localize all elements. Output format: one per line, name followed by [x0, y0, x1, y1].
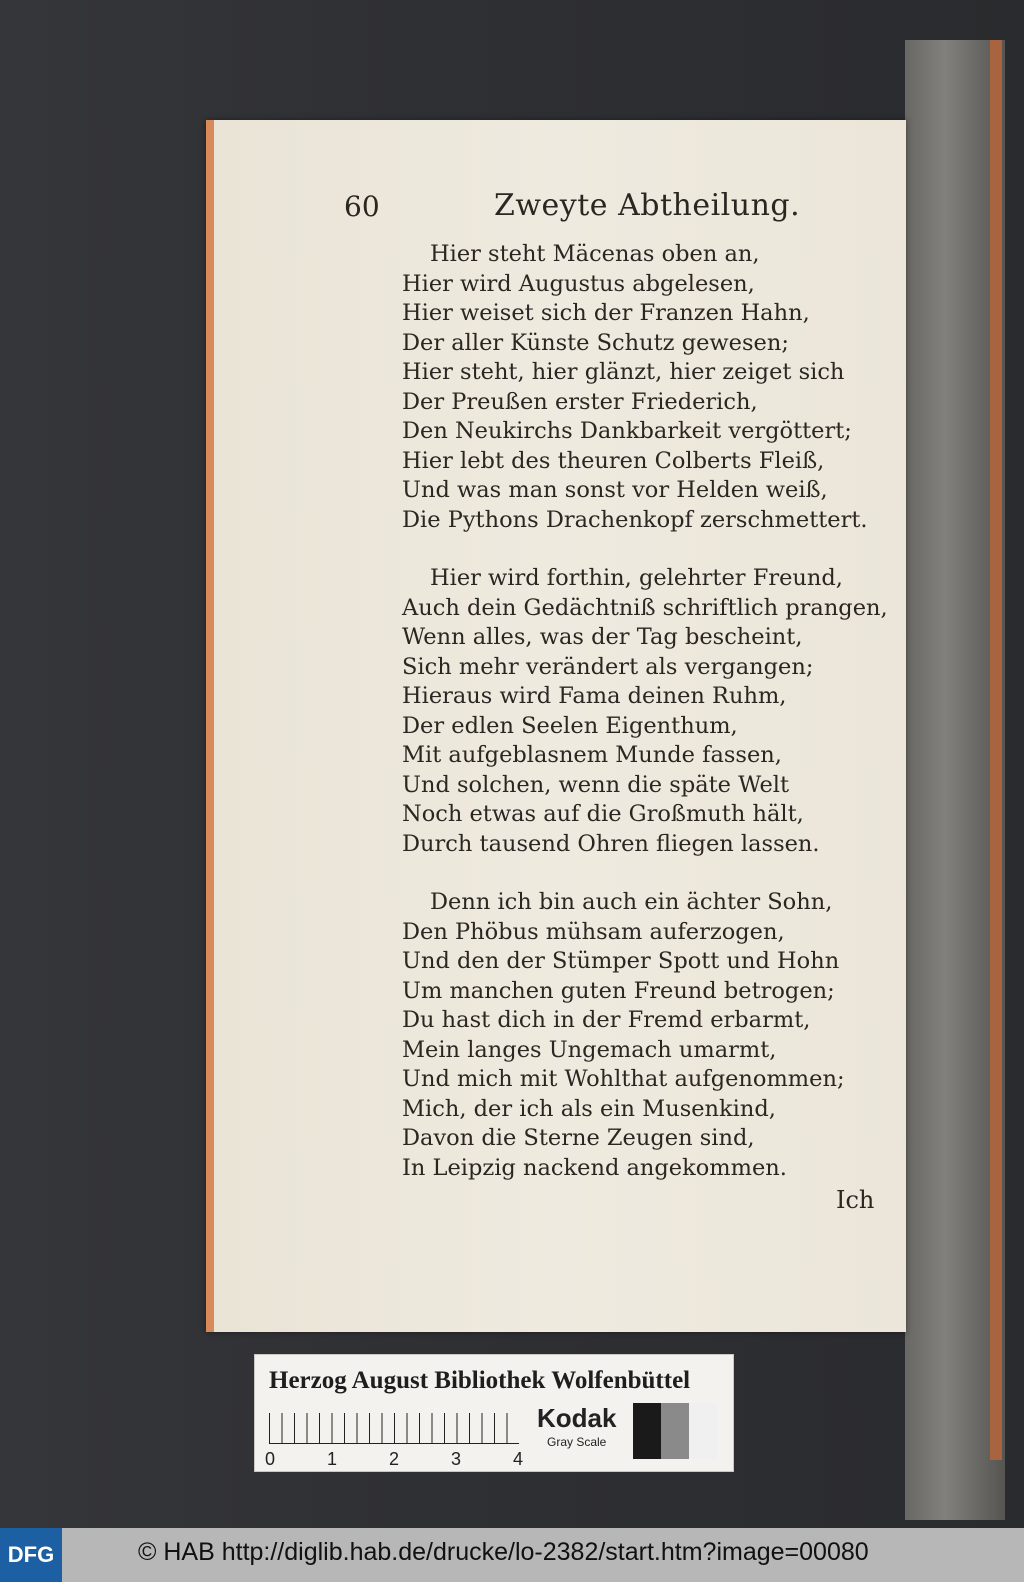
verse-line: Und solchen, wenn die späte Welt: [402, 771, 789, 798]
verse-line: Hier wird Augustus abgelesen,: [402, 270, 755, 297]
verse-line: Mein langes Ungemach umarmt,: [402, 1036, 777, 1063]
stanza: [402, 564, 888, 859]
ruler: [269, 1413, 519, 1444]
verse-line: Den Phöbus mühsam auferzogen,: [402, 918, 785, 945]
verse-line: Wenn alles, was der Tag bescheint,: [402, 624, 803, 650]
verse-line: Noch etwas auf die Großmuth hält,: [402, 801, 804, 827]
verse-line: Um manchen guten Freund betrogen;: [402, 977, 835, 1004]
verse-line: Hier lebt des theuren Colberts Fleiß,: [402, 447, 825, 474]
ruler-label: 3: [451, 1449, 462, 1469]
verse-line: Und was man sonst vor Helden weiß,: [402, 477, 828, 503]
ruler-labels: [265, 1449, 535, 1469]
verse-line: Hier weiset sich der Franzen Hahn,: [402, 300, 810, 326]
dfg-logo: DFG: [0, 1528, 62, 1582]
verse-line: Mit aufgeblasnem Munde fassen,: [402, 742, 782, 768]
kodak-logo: Kodak: [537, 1403, 617, 1433]
page-header: [344, 190, 864, 230]
verse-line: Hier steht Mäcenas oben an,: [430, 241, 760, 267]
verse-line: Davon die Sterne Zeugen sind,: [402, 1125, 755, 1151]
adjacent-page-edge: [990, 40, 1002, 1460]
ruler-label: 0: [265, 1449, 276, 1469]
verse-line: In Leipzig nackend angekommen.: [402, 1154, 787, 1181]
gray-patch-light: [689, 1403, 717, 1459]
copyright-link[interactable]: © HAB http://diglib.hab.de/drucke/lo-2382/start.htm?image=00080: [138, 1538, 869, 1566]
stanza: [402, 240, 868, 535]
verse-line: Du hast dich in der Fremd erbarmt,: [402, 1007, 811, 1033]
gray-patch-dark: [633, 1403, 661, 1459]
catchword: Ich: [836, 1186, 875, 1214]
verse-line: Hier steht, hier glänzt, hier zeiget sich: [402, 359, 845, 385]
verse-line: Und mich mit Wohlthat aufgenommen;: [402, 1066, 845, 1092]
gray-patch-mid: [661, 1403, 689, 1459]
stanza: [402, 888, 845, 1183]
verse-line: Hier wird forthin, gelehrter Freund,: [430, 565, 843, 591]
ruler-label: 1: [327, 1449, 338, 1469]
running-head: Zweyte Abtheilung.: [494, 188, 801, 223]
footer-bar: [0, 1528, 1024, 1582]
page-number: 60: [344, 190, 380, 223]
verse-line: Der Preußen erster Friederich,: [402, 388, 758, 415]
verse-line: Die Pythons Drachenkopf zerschmettert.: [402, 506, 868, 533]
gray-scale-label: Gray Scale: [547, 1435, 607, 1449]
ruler-label: 2: [389, 1449, 400, 1469]
verse-line: Hieraus wird Fama deinen Ruhm,: [402, 683, 787, 709]
poem: [402, 240, 888, 1183]
verse-line: Der aller Künste Schutz gewesen;: [402, 329, 789, 356]
color-reference-bar: [254, 1354, 734, 1472]
verse-line: Der edlen Seelen Eigenthum,: [402, 712, 738, 739]
verse-line: Mich, der ich als ein Musenkind,: [402, 1095, 776, 1122]
verse-line: Auch dein Gedächtniß schriftlich prangen,: [402, 594, 888, 621]
library-name: Herzog August Bibliothek Wolfenbüttel: [269, 1367, 691, 1394]
book-page: [206, 120, 906, 1332]
verse-line: Den Neukirchs Dankbarkeit vergöttert;: [402, 418, 852, 444]
verse-line: Sich mehr verändert als vergangen;: [402, 653, 814, 680]
verse-line: Und den der Stümper Spott und Hohn: [402, 948, 840, 974]
verse-line: Durch tausend Ohren fliegen lassen.: [402, 830, 820, 857]
ruler-label: 4: [513, 1449, 524, 1469]
verse-line: Denn ich bin auch ein ächter Sohn,: [430, 889, 833, 915]
